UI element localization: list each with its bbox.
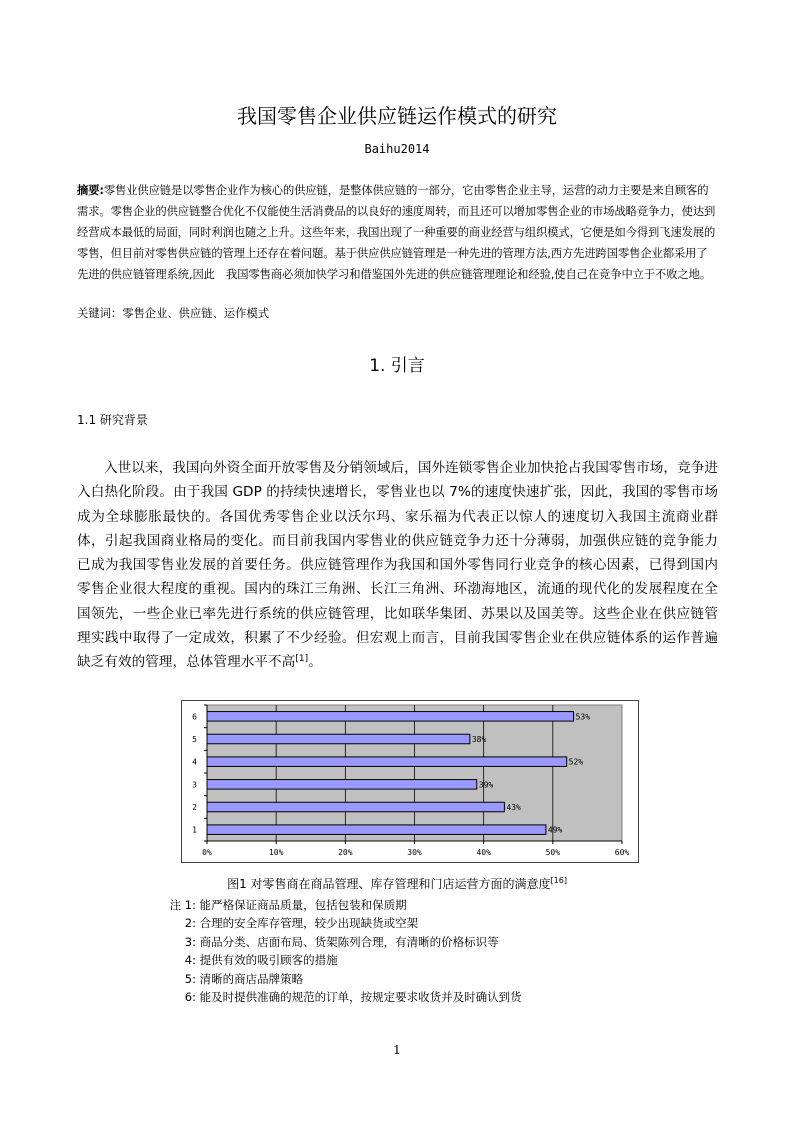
note-number: 6: xyxy=(184,990,196,1005)
category-label: 1 xyxy=(192,825,197,835)
body-paragraph xyxy=(77,456,718,675)
bar-value-label: 53% xyxy=(575,712,591,722)
bar-value-label: 52% xyxy=(568,757,584,767)
bar-chart xyxy=(181,700,639,863)
note-item xyxy=(160,951,522,969)
note-text: 能及时提供准确的规范的订单，按规定要求收货并及时确认到货 xyxy=(199,990,522,1005)
note-number: 4: xyxy=(184,953,196,968)
paper-title: 我国零售企业供应链运作模式的研究 xyxy=(237,104,557,128)
category-label: 6 xyxy=(192,712,197,722)
category-label: 5 xyxy=(192,735,197,744)
abstract-text: 零售业供应链是以零售企业作为核心的供应链，是整体供应链的一部分，它由零售企业主导，运营的动力主要是来自顾客的需求。零售企业的供应链整合优化不仅能使生活消费品的以良好的速度周转，而且还可以增加零售企业的市场战略竞争力，使达到经营成本最低的局面，同时利润也随之上升。这些年来，我国出现了一种重要的商业经营与组织模式，它便是如今得到飞速发展的零售，但目前对零售供应链的管理上还存在着问题。基于供应供应链管理是一种先进的管理方法,西方先进跨国零售企业都采用了先进的供应链管理系统,因此 我国零售商必须加快学习和借鉴国外先进的供应链管理理论和经验,使自己在竞争中立于不败之地。 xyxy=(77,184,716,281)
x-tick-label: 50% xyxy=(545,848,561,857)
note-text: 清晰的商店品牌策略 xyxy=(199,971,304,986)
x-tick-label: 20% xyxy=(338,848,353,857)
bar-value-label: 39% xyxy=(478,780,494,790)
figure-caption xyxy=(0,876,794,892)
bar-value-label: 49% xyxy=(547,825,563,835)
note-item xyxy=(160,914,522,932)
category-label: 2 xyxy=(192,803,197,812)
subsection-heading: 1.1 研究背景 xyxy=(77,413,148,427)
x-tick-label: 10% xyxy=(268,848,284,857)
bar-value-label: 43% xyxy=(506,803,521,812)
keywords: 关键词：零售企业、供应链、运作模式 xyxy=(77,307,270,320)
note-item xyxy=(160,970,522,988)
x-tick-label: 30% xyxy=(407,848,422,857)
abstract xyxy=(77,180,718,285)
note-text: 能严格保证商品质量，包括包装和保质期 xyxy=(199,898,407,912)
x-tick-label: 0% xyxy=(202,848,212,857)
note-number: 3: xyxy=(184,934,196,949)
section-heading: 1. 引言 xyxy=(369,356,425,376)
note-number: 注 1: xyxy=(169,898,196,912)
bar-chart-svg xyxy=(182,701,638,862)
note-number: 5: xyxy=(184,971,196,986)
note-number: 2: xyxy=(184,916,196,931)
category-label: 3 xyxy=(192,780,197,790)
bar xyxy=(207,734,470,744)
bar xyxy=(207,802,504,812)
page-number: 1 xyxy=(393,1043,401,1057)
figure-notes xyxy=(160,896,522,1006)
category-label: 4 xyxy=(192,757,197,767)
caption-ref: [16] xyxy=(550,876,567,885)
bar-value-label: 38% xyxy=(471,735,487,744)
caption-text: 图1 对零售商在商品管理、库存管理和门店运营方面的满意度 xyxy=(227,877,551,891)
note-text: 商品分类、店面布局、货架陈列合理，有清晰的价格标识等 xyxy=(199,934,499,949)
bar xyxy=(207,780,477,790)
bar xyxy=(207,825,546,835)
citation-ref: [1] xyxy=(295,654,309,665)
x-tick-label: 60% xyxy=(614,848,630,857)
bar xyxy=(207,757,567,767)
note-item xyxy=(160,988,522,1006)
abstract-label: 摘要: xyxy=(77,184,104,197)
author: Baihu2014 xyxy=(364,142,430,156)
note-item xyxy=(160,896,522,914)
paragraph-end: 。 xyxy=(308,654,322,671)
note-text: 合理的安全库存管理，较少出现缺货或空架 xyxy=(199,916,419,931)
x-tick-label: 40% xyxy=(476,848,491,857)
note-item xyxy=(160,933,522,951)
bar xyxy=(207,712,574,722)
paragraph-text: 入世以来，我国向外资全面开放零售及分销领域后，国外连锁零售企业加快抢占我国零售市场，竞争进入白热化阶段。由于我国 GDP 的持续快速增长，零售业也以 7%的速度快速扩张，因此，我国的零售市场成为全球膨胀最快的。各国优秀零售企业以沃尔玛、家乐福为代表正以惊人的速度切入我国主流商业群体，引起我国商业格局的变化。而目前我国内零售业的供应链竞争力还十分薄弱，加强供应链的竞争能力已成为我国零售业发展的首要任务。供应链管理作为我国和国外零售同行业竞争的核心因素，已得到国内零售企业很大程度的重视。国内的珠江三角洲、长江三角洲、环渤海地区，流通的现代化的发展程度在全国领先，一些企业已率先进行系统的供应链管理，比如联华集团、苏果以及国美等。这些企业在供应链管理实践中取得了一定成效，积累了不少经验。但宏观上而言，目前我国零售企业在供应链体系的运作普遍缺乏有效的管理，总体管理水平不高 xyxy=(77,460,718,671)
note-text: 提供有效的吸引顾客的措施 xyxy=(199,953,338,968)
